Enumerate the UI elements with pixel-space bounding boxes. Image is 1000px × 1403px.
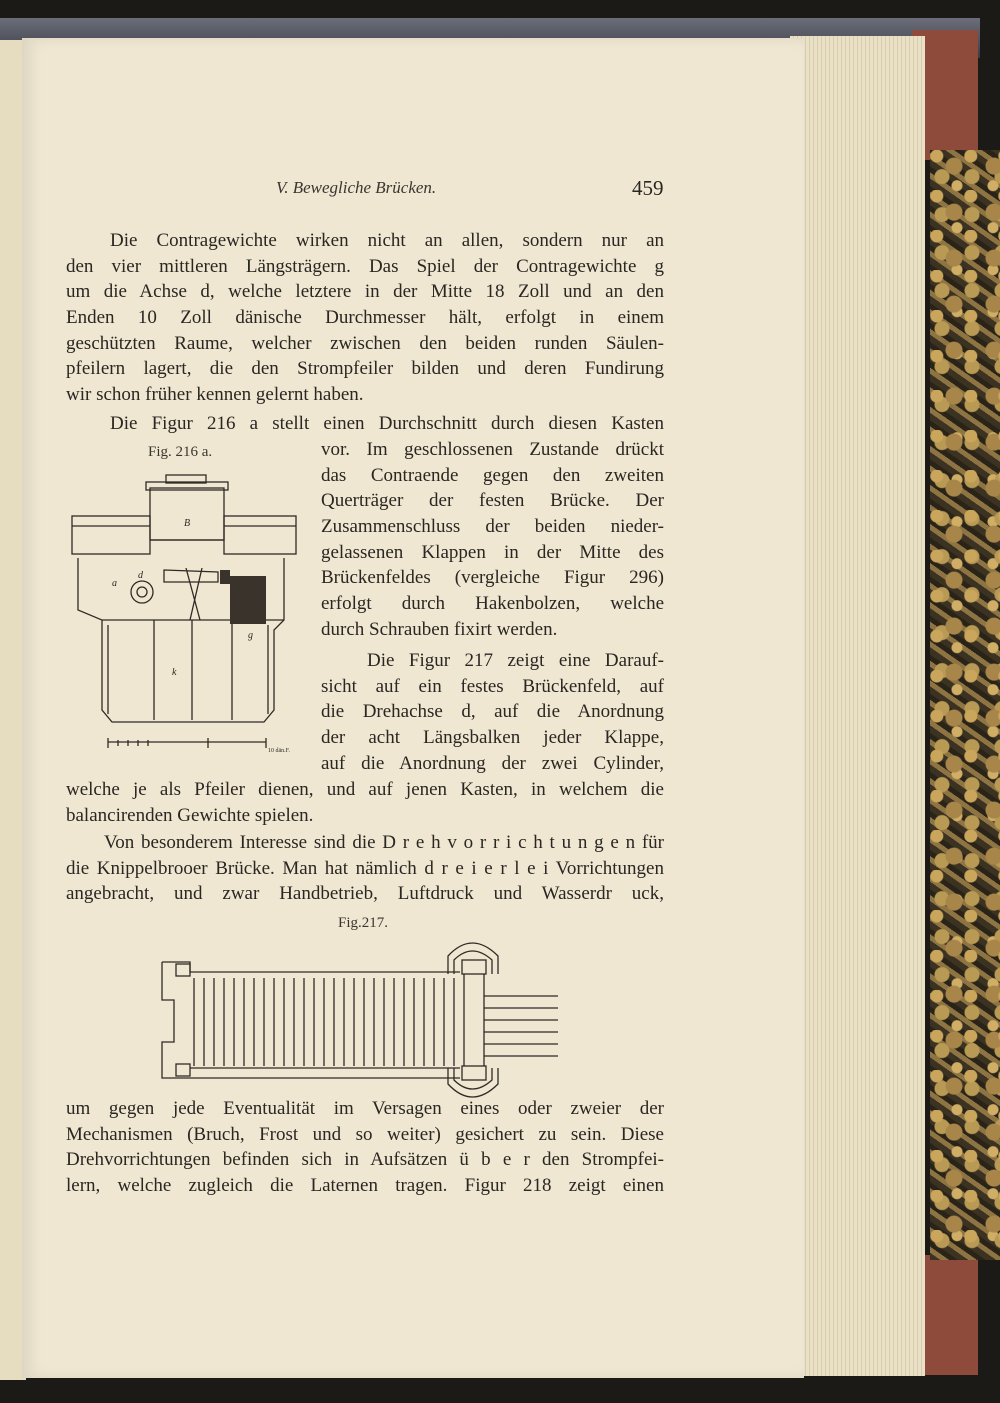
text-line: lern, welche zugleich die Laternen tragen. Figur 218 zeigt einen (66, 1175, 664, 1197)
figure-216a-caption: Fig. 216 a. (148, 444, 213, 460)
paragraph-2-first-line (110, 411, 664, 437)
marbled-cover-edge (930, 150, 1000, 1260)
text-line: auf die Anordnung der zwei Cylinder, (321, 752, 664, 774)
text-line: den vier mittleren Längsträgern. Das Spiel der Contragewichte g (66, 255, 664, 277)
text-line: Drehvorrichtungen befinden sich in Aufsätzen ü b e r den Strompfei- (66, 1149, 664, 1171)
page-number: 459 (632, 176, 664, 200)
text-line: Die Figur 216 a stellt einen Durchschnitt durch diesen Kasten (110, 413, 664, 434)
text-line: pfeilern lagert, die den Strompfeiler bilden und deren Fundirung (66, 358, 664, 380)
running-title: V. Bewegliche Brücken. (276, 178, 437, 197)
text-line: das Contraende gegen den zweiten (321, 464, 664, 486)
text-line: Die Contragewichte wirken nicht an allen, sondern nur an (110, 230, 664, 251)
label-a: a (112, 578, 117, 589)
text-line: die Knippelbrooer Brücke. Man hat nämlich d r e i e r l e i Vorrichtungen (66, 857, 664, 879)
text-line: erfolgt durch Hakenbolzen, welche (321, 593, 664, 615)
text-line: die Drehachse d, auf die Anordnung (321, 701, 664, 723)
figure-217-drawing (160, 938, 562, 1098)
text-line: wir schon früher kennen gelernt haben. (66, 384, 364, 406)
text-line: durch Schrauben fixirt werden. (321, 618, 558, 640)
text-line: gelassenen Klappen in der Mitte des (321, 541, 664, 563)
text-line: der acht Längsbalken jeder Klappe, (321, 727, 664, 749)
paragraph-3-full (66, 777, 664, 828)
text-line: Von besonderem Interesse sind die D r e h v o r r i c h t u n g e n für (104, 832, 664, 853)
label-g: g (248, 630, 253, 641)
paragraph-1 (66, 228, 664, 408)
text-line: Brückenfeldes (vergleiche Figur 296) (321, 567, 664, 589)
text-line: vor. Im geschlossenen Zustande drückt (321, 439, 664, 460)
scale-label: 10 dän.F. (268, 748, 291, 754)
text-line: Zusammenschluss der beiden nieder- (321, 516, 664, 538)
figure-217-caption: Fig.217. (338, 915, 389, 931)
text-line: um die Achse d, welche letztere in der Mitte 18 Zoll und an den (66, 281, 664, 303)
figure-216a-drawing (68, 470, 300, 760)
text-line: Querträger der festen Brücke. Der (321, 490, 664, 512)
text-line: geschützten Raume, welcher zwischen den beiden runden Säulen- (66, 332, 664, 354)
paragraph-5 (66, 1096, 664, 1199)
text-line: um gegen jede Eventualität im Versagen eines oder zweier der (66, 1098, 664, 1119)
label-B: B (184, 518, 191, 529)
text-line: Mechanismen (Bruch, Frost und so weiter) gesichert zu sein. Diese (66, 1123, 664, 1145)
text-line: sicht auf ein festes Brückenfeld, auf (321, 675, 664, 697)
paragraph-3-wrapped (321, 648, 664, 776)
text-line: angebracht, und zwar Handbetrieb, Luftdruck und Wasserdr uck, (66, 883, 664, 905)
text-line: Die Figur 217 zeigt eine Darauf- (367, 650, 664, 671)
paragraph-2-wrapped (321, 437, 664, 643)
text-line: balancirenden Gewichte spielen. (66, 804, 314, 826)
paragraph-4 (66, 830, 664, 907)
label-d: d (138, 570, 143, 581)
label-k: k (172, 667, 177, 678)
text-line: welche je als Pfeiler dienen, und auf jenen Kasten, in welchem die (66, 779, 664, 800)
text-line: Enden 10 Zoll dänische Durchmesser hält, erfolgt in einem (66, 307, 664, 329)
page-stack-edge (790, 36, 925, 1376)
